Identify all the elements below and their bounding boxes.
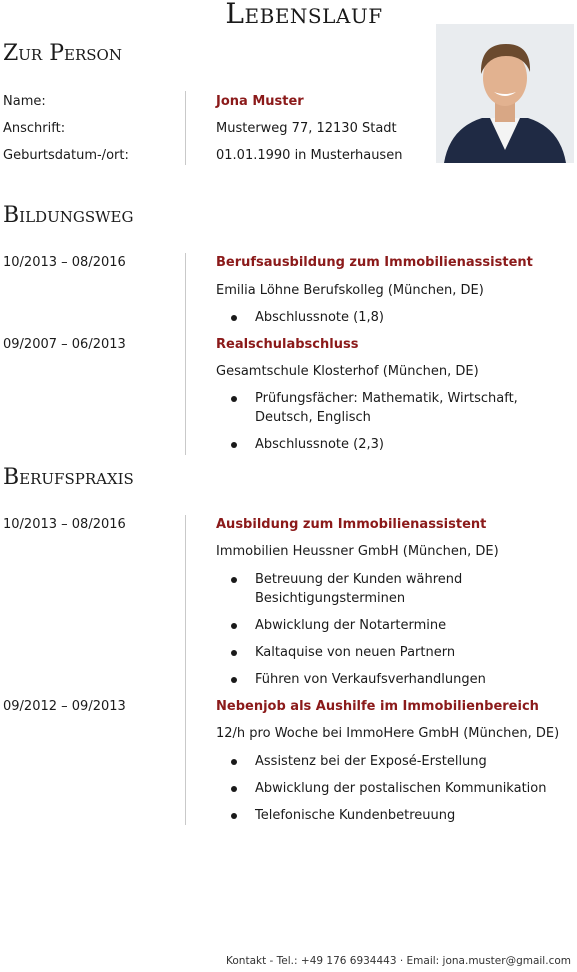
bullet-icon [231, 677, 237, 683]
education-period-1: 10/2013 – 08/2016 [3, 255, 126, 270]
education-institution-1: Emilia Löhne Berufskolleg (München, DE) [216, 283, 484, 298]
bullet-icon [231, 650, 237, 656]
education-bullet-2-2: Abschlussnote (2,3) [255, 437, 384, 452]
experience-bullet-1-4: Führen von Verkaufsverhandlungen [255, 672, 486, 687]
bullet-icon [231, 442, 237, 448]
personal-label-birth: Geburtsdatum-/ort: [3, 148, 129, 163]
bullet-icon [231, 759, 237, 765]
bullet-icon [231, 786, 237, 792]
education-bullet-2-1: Prüfungsfächer: Mathematik, Wirtschaft, Deutsch, Englisch [255, 391, 518, 425]
education-title-2: Realschulabschluss [216, 337, 359, 352]
experience-employer-2: 12/h pro Woche bei ImmoHere GmbH (München, DE) [216, 726, 560, 741]
divider-line-education [185, 253, 186, 455]
experience-bullet-2-2: Abwicklung der postalischen Kommunikation [255, 781, 547, 796]
bullet-icon [231, 315, 237, 321]
bullet-icon [231, 813, 237, 819]
personal-value-birth: 01.01.1990 in Musterhausen [216, 148, 403, 163]
experience-title-1: Ausbildung zum Immobilienassistent [216, 517, 487, 532]
education-institution-2: Gesamtschule Klosterhof (München, DE) [216, 364, 479, 379]
section-title-personal: Zur Person [3, 41, 122, 66]
footer-contact: Kontakt - Tel.: +49 176 6934443 · Email: jona.muster@gmail.com [226, 955, 571, 967]
divider-line-personal [185, 91, 186, 165]
section-title-experience: Berufspraxis [3, 465, 134, 490]
personal-label-address: Anschrift: [3, 121, 66, 136]
experience-bullet-1-2: Abwicklung der Notartermine [255, 618, 447, 633]
section-title-education: Bildungsweg [3, 203, 134, 228]
personal-value-address: Musterweg 77, 12130 Stadt [216, 121, 397, 136]
experience-period-2: 09/2012 – 09/2013 [3, 699, 126, 714]
personal-value-name: Jona Muster [216, 94, 304, 109]
divider-line-experience [185, 515, 186, 825]
bullet-icon [231, 396, 237, 402]
experience-title-2: Nebenjob als Aushilfe im Immobilienbereich [216, 699, 539, 714]
experience-employer-1: Immobilien Heussner GmbH (München, DE) [216, 544, 499, 559]
bullet-icon [231, 577, 237, 583]
education-title-1: Berufsausbildung zum Immobilienassistent [216, 255, 533, 270]
personal-label-name: Name: [3, 94, 46, 109]
education-bullet-1-1: Abschlussnote (1,8) [255, 310, 384, 325]
experience-period-1: 10/2013 – 08/2016 [3, 517, 126, 532]
experience-bullet-2-3: Telefonische Kundenbetreuung [255, 808, 456, 823]
profile-photo [436, 24, 574, 163]
bullet-icon [231, 623, 237, 629]
experience-bullet-1-3: Kaltaquise von neuen Partnern [255, 645, 456, 660]
experience-bullet-2-1: Assistenz bei der Exposé-Erstellung [255, 754, 487, 769]
education-period-2: 09/2007 – 06/2013 [3, 337, 126, 352]
experience-bullet-1-1: Betreuung der Kunden während Besichtigungsterminen [255, 572, 463, 606]
document-title: Lebenslauf [225, 0, 383, 30]
